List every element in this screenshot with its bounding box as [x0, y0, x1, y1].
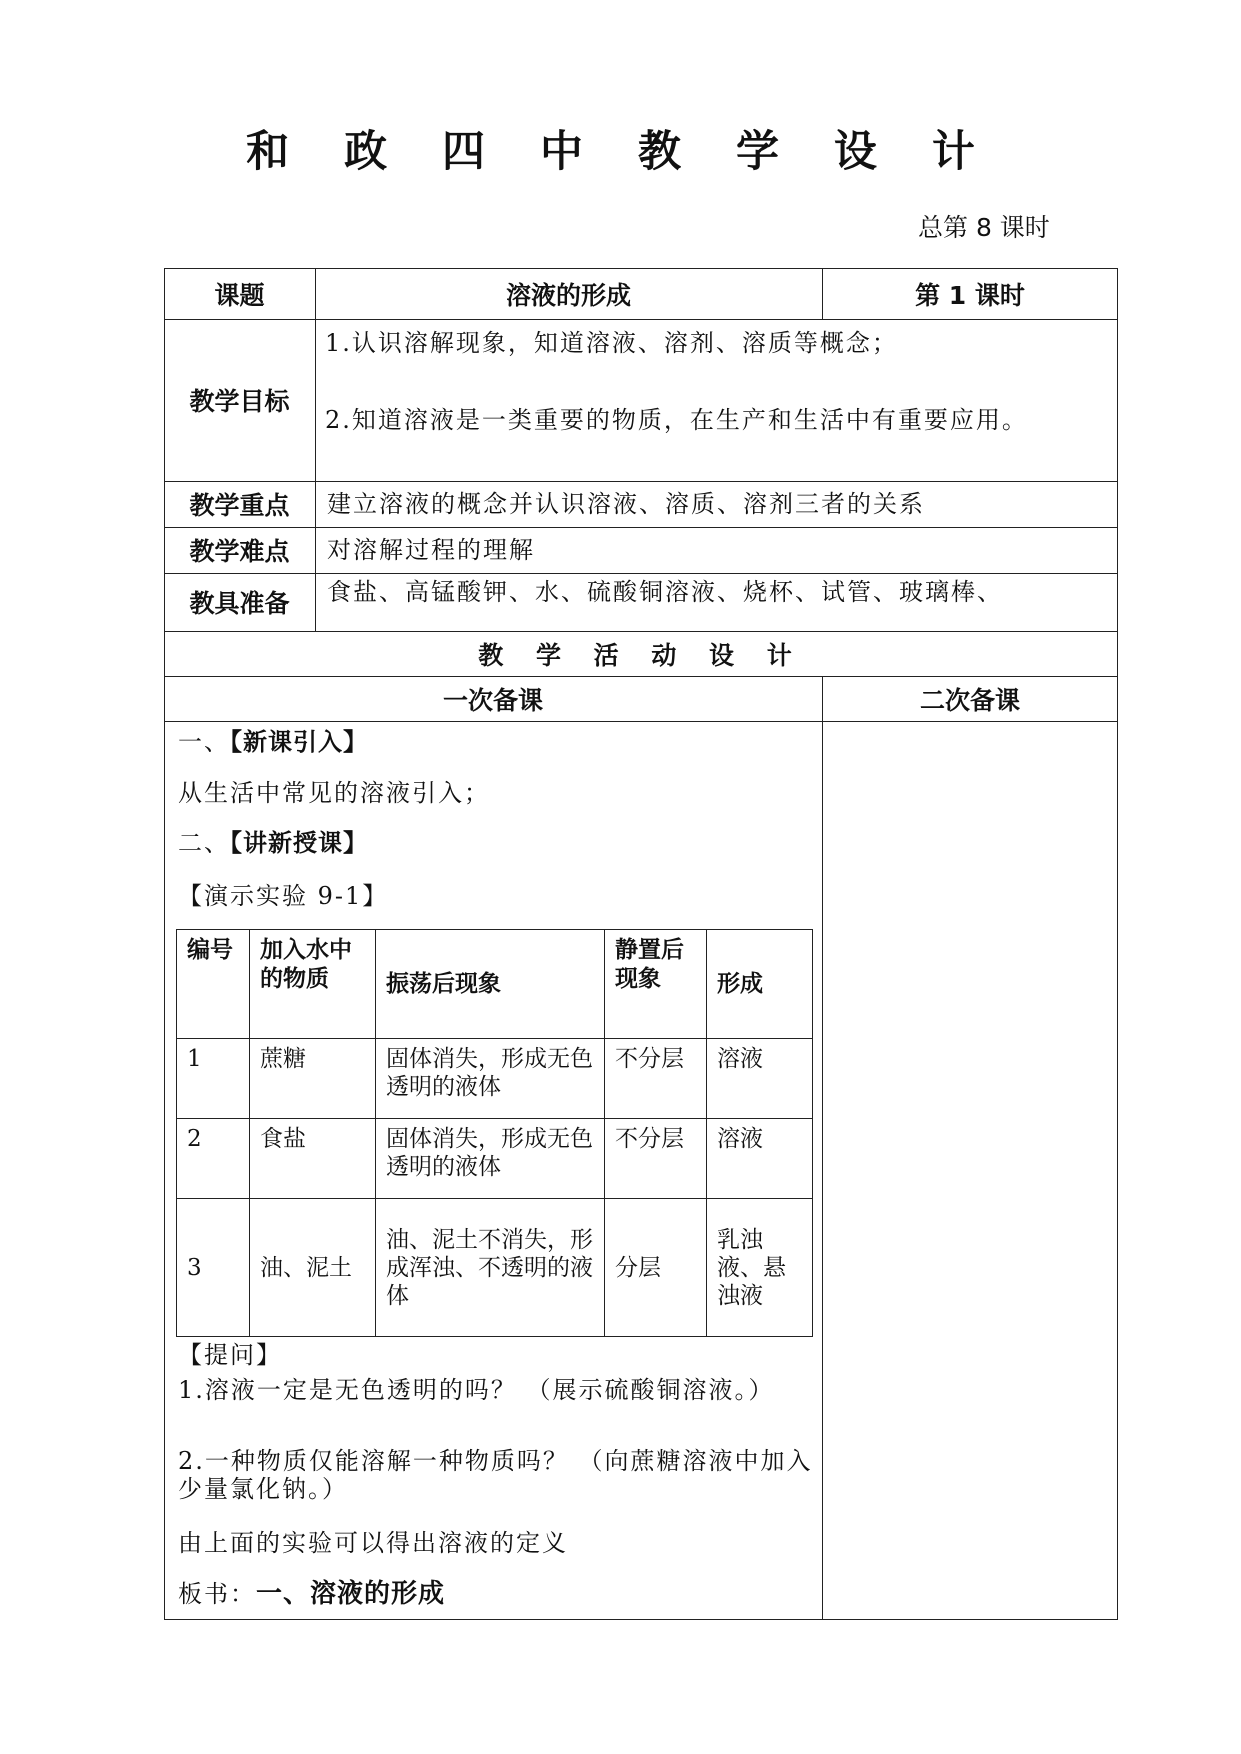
section-title: 【讲新授课】 [230, 829, 368, 857]
lesson-number: 总第 8 课时 [918, 213, 1050, 242]
table-cell: 溶液 [707, 1039, 813, 1119]
grid-line [822, 676, 823, 1620]
question-2: 2.一种物质仅能溶解一种物质吗？ （向蔗糖溶液中加入少量氯化钠。） [178, 1447, 813, 1503]
table-cell: 1 [177, 1039, 250, 1119]
difficulty-value: 对溶解过程的理解 [327, 536, 535, 564]
table-cell: 乳浊液、悬浊液 [707, 1199, 813, 1337]
key-value: 建立溶液的概念并认识溶液、溶质、溶剂三者的关系 [327, 490, 925, 518]
section-new-teaching [178, 823, 368, 858]
page-title: 和 政 四 中 教 学 设 计 [246, 127, 995, 177]
table-cell: 2 [177, 1119, 250, 1199]
key-label: 教学重点 [189, 491, 290, 520]
table-cell: 不分层 [605, 1119, 707, 1199]
header-cell: 静置后现象 [605, 930, 707, 1039]
table-cell: 食盐 [250, 1119, 376, 1199]
table-row [177, 1039, 813, 1119]
question-1: 1.溶液一定是无色透明的吗？ （展示硫酸铜溶液。） [178, 1376, 775, 1404]
table-row [177, 1199, 813, 1337]
header-cell: 加入水中的物质 [250, 930, 376, 1039]
board-title: 一、溶液的形成 [256, 1579, 446, 1609]
table-cell: 油、泥土不消失，形成浑浊、不透明的液体 [376, 1199, 605, 1337]
section-title: 【新课引入】 [230, 728, 368, 756]
table-cell: 蔗糖 [250, 1039, 376, 1119]
table-cell: 油、泥土 [250, 1199, 376, 1337]
grid-line [315, 268, 316, 631]
table-cell: 固体消失，形成无色透明的液体 [376, 1119, 605, 1199]
header-cell: 编号 [177, 930, 250, 1039]
table-cell: 不分层 [605, 1039, 707, 1119]
board-writing [178, 1573, 445, 1610]
table-cell: 溶液 [707, 1119, 813, 1199]
topic-label: 课题 [214, 280, 265, 310]
second-prep-header: 二次备课 [919, 685, 1020, 715]
section-number: 一、 [178, 728, 230, 756]
header-cell: 形成 [707, 930, 813, 1039]
period-value: 第 1 课时 [915, 280, 1025, 310]
header-cell: 振荡后现象 [376, 930, 605, 1039]
demo-experiment-title: 【演示实验 9-1】 [178, 882, 389, 910]
table-header-row [177, 930, 813, 1039]
table-cell: 3 [177, 1199, 250, 1337]
section-number: 二、 [178, 829, 230, 857]
goal-2: 2.知道溶液是一类重要的物质，在生产和生活中有重要应用。 [325, 406, 1028, 434]
table-cell: 固体消失，形成无色透明的液体 [376, 1039, 605, 1119]
table-row [177, 1119, 813, 1199]
goal-1: 1.认识溶解现象，知道溶液、溶剂、溶质等概念； [325, 329, 898, 357]
tools-label: 教具准备 [189, 589, 290, 618]
difficulty-label: 教学难点 [189, 537, 290, 566]
goals-label: 教学目标 [189, 387, 290, 416]
board-prefix: 板书： [178, 1580, 256, 1608]
question-heading: 【提问】 [178, 1341, 282, 1369]
topic-value: 溶液的形成 [505, 280, 631, 310]
intro-text: 从生活中常见的溶液引入； [178, 779, 490, 807]
conclusion-text: 由上面的实验可以得出溶液的定义 [178, 1529, 568, 1557]
experiment-table [176, 929, 813, 1337]
table-cell: 分层 [605, 1199, 707, 1337]
activity-heading: 教 学 活 动 设 计 [478, 640, 804, 670]
tools-value: 食盐、高锰酸钾、水、硫酸铜溶液、烧杯、试管、玻璃棒、 [327, 578, 1003, 606]
section-new-lesson-intro [178, 722, 368, 757]
first-prep-header: 一次备课 [442, 685, 543, 715]
